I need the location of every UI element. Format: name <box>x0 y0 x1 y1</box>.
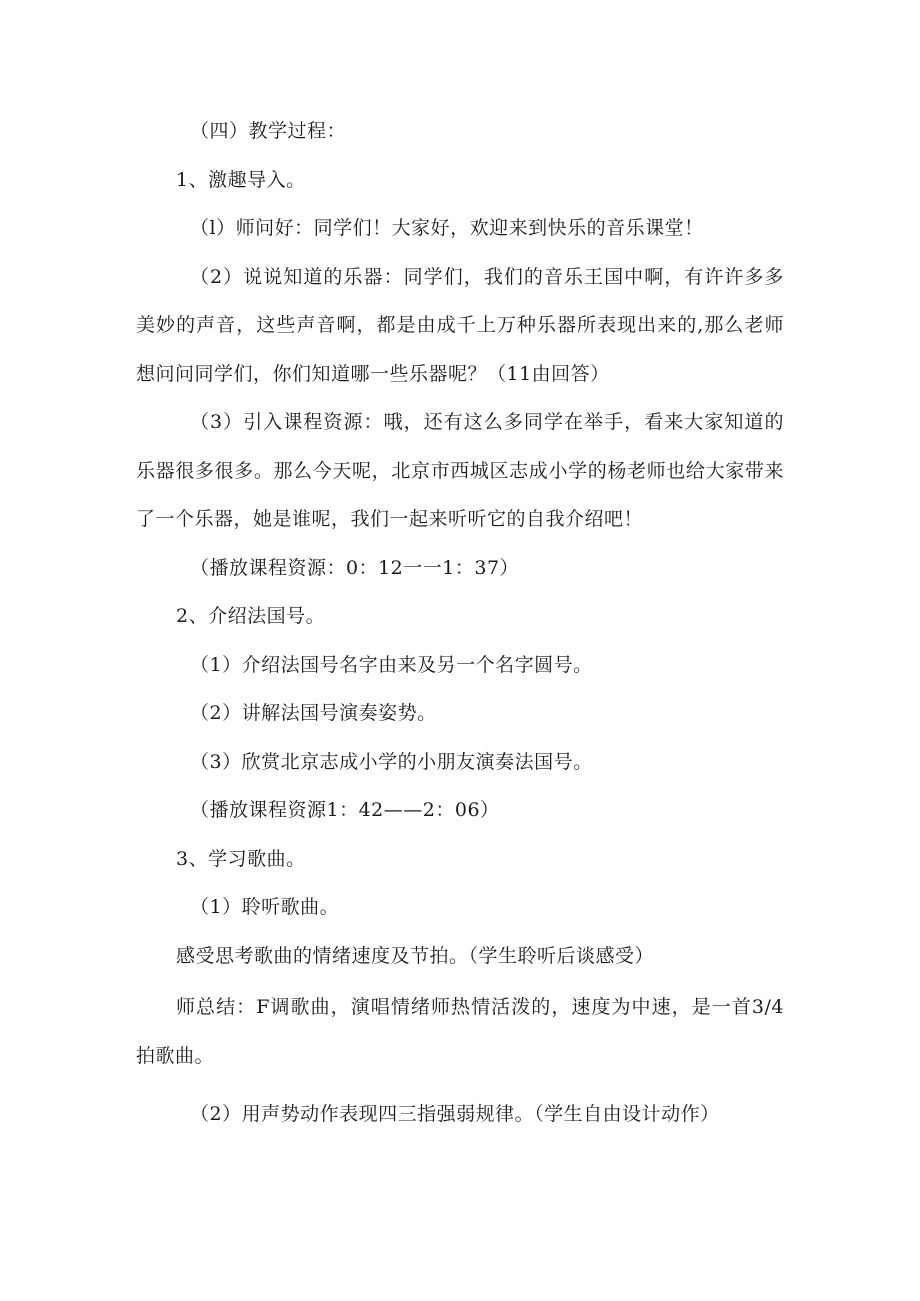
note-play-resource-1: （播放课程资源：0：12一一1：37） <box>190 557 520 579</box>
item-horn-posture: （2）讲解法国号演奏姿势。 <box>190 702 437 724</box>
item-listen-song: （1）聆听歌曲。 <box>190 896 340 918</box>
item-horn-performance: （3）欣赏北京志成小学的小朋友演奏法国号。 <box>190 751 593 773</box>
section-heading-teaching-process: （四）教学过程： <box>190 120 347 142</box>
step-2-heading: 2、介绍法国号。 <box>176 605 326 627</box>
paragraph-resource-line-2: 乐器很多很多。那么今天呢，北京市西城区志成小学的杨老师也给大家带来 <box>136 460 784 482</box>
paragraph-instruments-line-1: （2）说说知道的乐器：同学们，我们的音乐王国中啊，有许许多多 <box>190 266 784 288</box>
paragraph-feel-song: 感受思考歌曲的情绪速度及节拍。（学生聆听后谈感受） <box>176 945 655 967</box>
note-play-resource-2: （播放课程资源1：42——2：06） <box>190 799 500 821</box>
item-horn-name: （1）介绍法国号名字由来及另一个名字圆号。 <box>190 654 593 676</box>
paragraph-instruments-line-2: 美妙的声音，这些声音啊，都是由成千上万种乐器所表现出来的,那么老师 <box>136 314 784 336</box>
paragraph-greeting: （l）师问好：同学们！大家好，欢迎来到快乐的音乐课堂！ <box>190 217 704 239</box>
step-3-heading: 3、学习歌曲。 <box>176 848 306 870</box>
step-1-heading: 1、激趣导入。 <box>176 169 306 191</box>
paragraph-instruments-line-3: 想问问同学们，你们知道哪一些乐器呢？（11由回答） <box>136 363 610 385</box>
paragraph-resource-line-1: （3）引入课程资源：哦，还有这么多同学在举手，看来大家知道的 <box>190 411 784 433</box>
paragraph-summary-line-1: 师总结：F调歌曲，演唱情绪师热情活泼的，速度为中速，是一首3/4 <box>176 996 784 1018</box>
paragraph-summary-line-2: 拍歌曲。 <box>136 1045 215 1067</box>
item-body-percussion: （2）用声势动作表现四三指强弱规律。（学生自由设计动作） <box>190 1103 720 1125</box>
paragraph-resource-line-3: 了一个乐器，她是谁呢，我们一起来听听它的自我介绍吧！ <box>136 508 644 530</box>
